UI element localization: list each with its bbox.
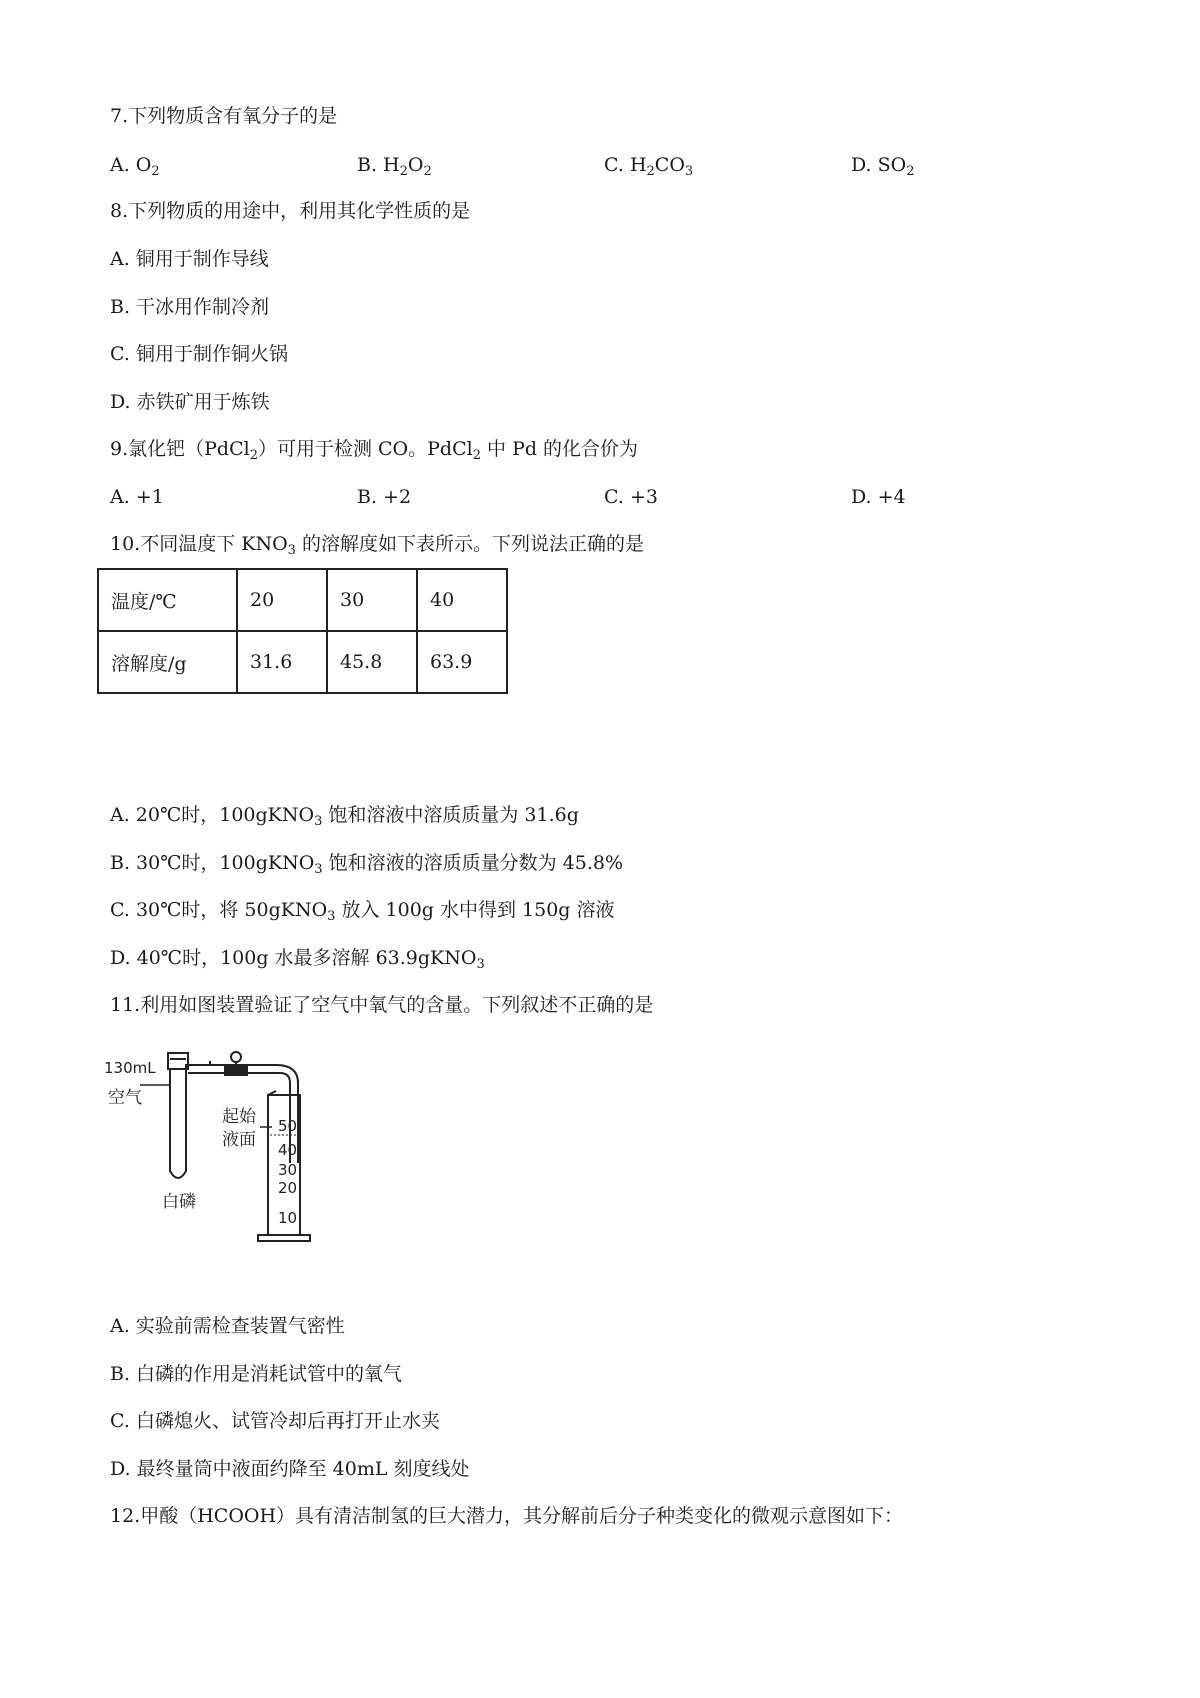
q9-option-b: B. +2 bbox=[357, 486, 412, 508]
q7-option-b: B. $H_2O_2$ bbox=[357, 154, 432, 179]
q12-stem: 12.甲酸（HCOOH）具有清洁制氢的巨大潜力，其分解前后分子种类变化的微观示意图如下： bbox=[110, 1505, 904, 1527]
q7-option-a: A. $O_2$ bbox=[110, 154, 160, 179]
table-cell: 45.8 bbox=[327, 631, 417, 693]
q7-option-c: C. $H_2CO_3$ bbox=[604, 154, 694, 179]
scale-label: 30 bbox=[278, 1161, 298, 1179]
table-cell: 63.9 bbox=[417, 631, 507, 693]
q9-option-c: C. +3 bbox=[604, 486, 658, 508]
q10-option-b: B. 30℃时，100gKNO$_3$ 饱和溶液的溶质质量分数为 45.8% bbox=[110, 852, 624, 877]
q11-option-c: C. 白磷熄火、试管冷却后再打开止水夹 bbox=[110, 1410, 440, 1432]
solubility-table bbox=[97, 568, 508, 694]
q8-stem: 8.下列物质的用途中，利用其化学性质的是 bbox=[110, 200, 471, 222]
clamp-icon bbox=[225, 1067, 247, 1075]
start-level-label: 液面 bbox=[222, 1130, 256, 1150]
table-cell: 20 bbox=[237, 569, 327, 631]
q11-option-a: A. 实验前需检查装置气密性 bbox=[110, 1315, 345, 1337]
q8-option-c: C. 铜用于制作铜火锅 bbox=[110, 343, 288, 365]
q8-option-b: B. 干冰用作制冷剂 bbox=[110, 296, 270, 318]
q9-stem: 9.氯化钯（PdCl$_2$）可用于检测 CO。PdCl$_2$ 中 Pd 的化合价为 bbox=[110, 438, 639, 463]
q10-stem: 10.不同温度下 $KNO_3$ 的溶解度如下表所示。下列说法正确的是 bbox=[110, 533, 644, 558]
q7-stem: 7.下列物质含有氧分子的是 bbox=[110, 105, 338, 127]
air-label: 空气 bbox=[108, 1088, 142, 1108]
table-cell: 溶解度/g bbox=[98, 631, 237, 693]
table-cell: 30 bbox=[327, 569, 417, 631]
q11-option-d: D. 最终量筒中液面约降至 40mL 刻度线处 bbox=[110, 1458, 470, 1480]
table-cell: 31.6 bbox=[237, 631, 327, 693]
volume-label: 130mL bbox=[104, 1059, 156, 1077]
q10-option-a: A. 20℃时，100gKNO$_3$ 饱和溶液中溶质质量为 31.6g bbox=[110, 804, 579, 829]
start-level-label: 起始 bbox=[222, 1107, 256, 1127]
phosphorus-label: 白磷 bbox=[162, 1192, 196, 1212]
table-cell: 40 bbox=[417, 569, 507, 631]
oxygen-experiment-figure bbox=[100, 1045, 340, 1245]
q11-stem: 11.利用如图装置验证了空气中氧气的含量。下列叙述不正确的是 bbox=[110, 994, 654, 1016]
q9-option-a: A. +1 bbox=[110, 486, 164, 508]
q7-option-d: D. $SO_2$ bbox=[851, 154, 915, 179]
q10-option-d: D. 40℃时，100g 水最多溶解 63.9gKNO$_3$ bbox=[110, 947, 485, 972]
q8-option-a: A. 铜用于制作导线 bbox=[110, 248, 269, 270]
table-row bbox=[98, 569, 507, 631]
q9-option-d: D. +4 bbox=[851, 486, 906, 508]
scale-label: 50 bbox=[278, 1117, 298, 1135]
q8-option-d: D. 赤铁矿用于炼铁 bbox=[110, 391, 270, 413]
scale-label: 10 bbox=[278, 1209, 298, 1227]
q10-option-c: C. 30℃时，将 50gKNO$_3$ 放入 100g 水中得到 150g 溶液 bbox=[110, 899, 615, 924]
test-tube-icon bbox=[170, 1069, 186, 1178]
q11-option-b: B. 白磷的作用是消耗试管中的氧气 bbox=[110, 1363, 403, 1385]
scale-label: 20 bbox=[278, 1179, 298, 1197]
table-row bbox=[98, 631, 507, 693]
scale-label: 40 bbox=[278, 1141, 298, 1159]
table-cell: 温度/℃ bbox=[98, 569, 237, 631]
